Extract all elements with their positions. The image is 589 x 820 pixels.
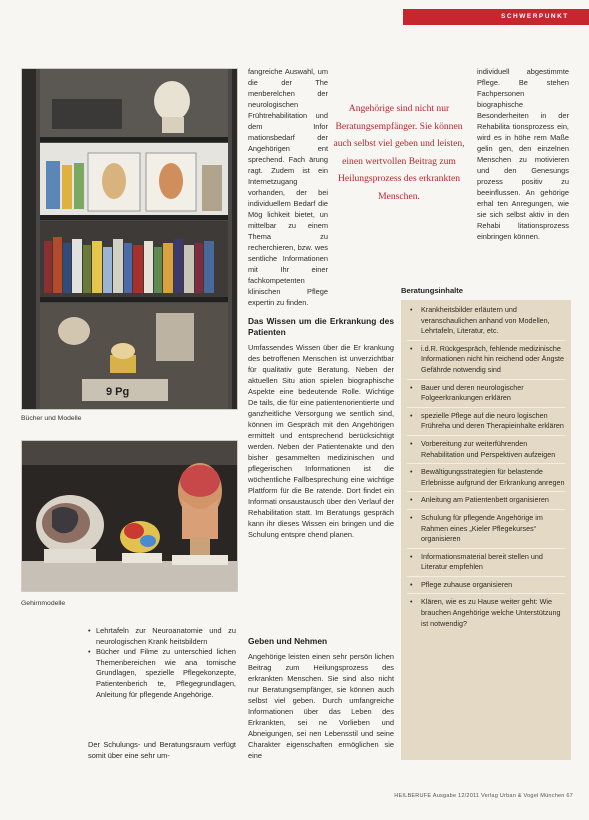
pull-quote: Angehörige sind nicht nur Beratungsempfänger. Sie können auch selbst viel geben und leisten, einen wertvollen Beitrag zum Heilungsprozess des erkrankten Menschen. (330, 98, 468, 207)
photo-books-and-models (21, 68, 238, 410)
svg-text:9 Pg: 9 Pg (106, 386, 130, 398)
section-heading: Geben und Nehmen (248, 636, 328, 646)
article-section-knowledge (248, 316, 394, 540)
paragraph: Angehörige leisten einen sehr persön lichen Beitrag zum Heilungsprozess des erkrankten Menschen. Sie sind also nicht nur Beratungsempfänger, sie können auch selbst viel geben. Durch umfangreiche Informationen über das Leben des Erkrankten, sei ne Vorlieben und Abneigungen, sei nen Lebensstil und seine Charakter eigenschaften ermöglichen sie eine (248, 652, 394, 760)
list-item: • Pflege zuhause organisieren (407, 580, 565, 595)
list-item: • spezielle Pflege auf die neuro logischen Frühreha und deren Therapieinhalte erklären (407, 411, 565, 436)
photo-caption: Gehirnmodelle (21, 600, 66, 607)
list-item: • Lehrtafeln zur Neuroanatomie und zu neurologischen Krank heitsbildern (88, 626, 236, 647)
list-item: • Vorbereitung zur weiterführenden Rehabilitation und Perspektiven aufzeigen (407, 439, 565, 464)
list-item: • Klären, wie es zu Hause weiter geht: Wie brauchen Angehörige welche Unterstützung ist notwendig? (407, 597, 565, 632)
brain-models-illustration (22, 441, 238, 592)
list-item: • i.d.R. Rückgespräch, fehlende medizinische Informationen nicht hin reichend oder Ängste Gefährde notwendig sind (407, 344, 565, 380)
paragraph: individuell abgestimmte Pflege. Be stehen Fachpersonen biographische Besonderheiten in der Rehabilita tionsprozess ein, wird es in höhe rem Maße gelin gen, den einzelnen Menschen zu motivieren und den Genesungs prozess positiv zu beeinflussen. An gehörige erhal ten Anregungen, wie sie sich selbst aktiv in den Rehabi litationsprozess einbringen können. (477, 67, 569, 241)
article-section-give-and-take (248, 636, 394, 761)
list-item: • Bauer und deren neurologischer Folgeerkrankungen erklären (407, 383, 565, 408)
list-item: • Anleitung am Patientenbett organisieren (407, 495, 565, 510)
photo-caption: Bücher und Modelle (21, 415, 82, 422)
paragraph: fangreiche Auswahl, um die der The menberelchen der neurologischen Frühtrehabilitation und dem Infor mationsbedarf der Angehörigen ent sprechend. Fach ärung ragt. Zudem ist ein Internetzugang vorhanden, der bei individuellem Bedarf die Mög lichkeit bietet, un mittelbar zu einem Thema zu recherchieren, bzw. wes sentliche Informationen mit Ihr einer fachkompetenten klinischen Pflege expertin zu finden. (248, 67, 328, 307)
page-footer: HEILBERUFE Ausgabe 12/2011 Verlag Urban & Vogel München 67 (394, 793, 573, 799)
consultation-topics-box (401, 300, 571, 760)
paragraph: Umfassendes Wissen über die Er krankung des betroffenen Menschen ist unverzichtbar für qualitativ gute Beratung. Neben der aktuellen Situ ation spielen biographische Aspekte eine bedeutende Rolle. Wichtige De tails, die für eine patientenorientierte und ganzheitliche Versorgung we sentlich sind, können im Gespräch mit den Angehörigen ermittelt und entsprechend berücksichtigt werden. Neben der Patientenakte und den bisher gesammelten medizinischen und pflegerischen Informationen ist die wöchentliche Fallbesprechung eine wichtige Plattform für die Be ratende. Dort findet ein Informati onsaustausch über den Verlauf der Rehabilitation statt. Im Beratungs gespräch kann ihr dieses Wissen ein bringen und die Schulung entspre chend planen. (248, 343, 394, 539)
list-item: • Bücher und Filme zu unterschied lichen Themenbereichen wie ana tomische Grundlagen, spezielle Pflegekonzepte, Patientenberich te, Pflegegrundlagen, Anleitung für pflegende Angehörige. (88, 647, 236, 700)
equipment-list (88, 626, 236, 700)
list-item: • Informationsmaterial bereit stellen und Literatur empfehlen (407, 552, 565, 577)
list-item: • Bewältigungsstrategien für belastende Erlebnisse aufgrund der Erkrankung anregen (407, 467, 565, 492)
section-tag: SCHWERPUNKT (403, 9, 589, 25)
section-heading: Das Wissen um die Erkrankung des Patienten (248, 316, 394, 337)
list-item: • Schulung für pflegende Angehörige im Rahmen eines „Kieler Pflegekurses“ organisieren (407, 513, 565, 549)
box-title: Beratungsinhalte (401, 286, 464, 295)
shelf-illustration (22, 69, 238, 410)
list-item: • Krankheitsbilder erläutern und veranschaulichen anhand von Modellen, Lehrtafeln, Literatur, etc. (407, 305, 565, 341)
photo-brain-models (21, 440, 238, 592)
paragraph: Der Schulungs- und Beratungsraum verfügt somit über eine sehr um- (88, 740, 236, 760)
